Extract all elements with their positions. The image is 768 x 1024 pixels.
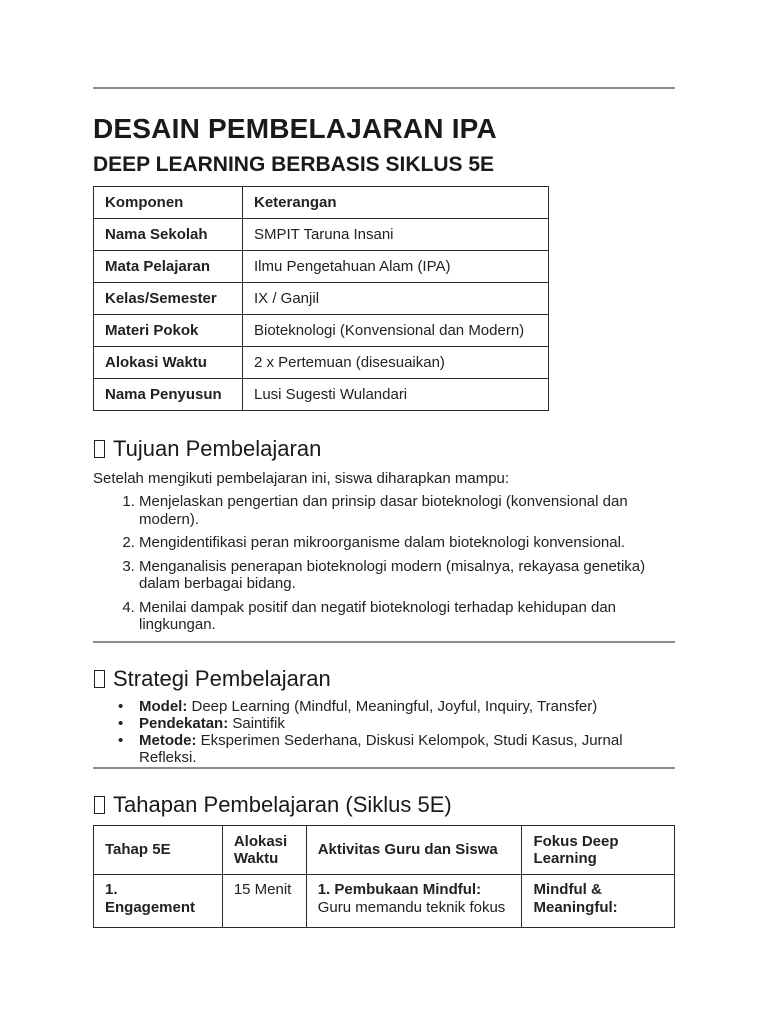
table-row bbox=[94, 251, 549, 283]
item-label: Pendekatan: bbox=[139, 715, 229, 732]
bullet-icon: • bbox=[118, 732, 124, 749]
row-label: Nama Penyusun bbox=[94, 379, 243, 411]
missing-glyph-box-icon bbox=[94, 796, 105, 814]
bullet-icon: • bbox=[118, 715, 124, 732]
cell-fokus: Mindful & Meaningful: bbox=[522, 875, 675, 928]
section-heading-text: Tujuan Pembelajaran bbox=[113, 436, 322, 461]
header-cell-keterangan: Keterangan bbox=[243, 187, 549, 219]
cell-waktu: 15 Menit bbox=[222, 875, 306, 928]
bullet-icon: • bbox=[118, 698, 124, 715]
table-row bbox=[94, 219, 549, 251]
list-item bbox=[118, 698, 675, 715]
row-value: IX / Ganjil bbox=[243, 283, 549, 315]
table-header-row bbox=[94, 187, 549, 219]
section-divider bbox=[93, 641, 675, 643]
list-item bbox=[118, 715, 675, 732]
row-value: SMPIT Taruna Insani bbox=[243, 219, 549, 251]
row-label: Mata Pelajaran bbox=[94, 251, 243, 283]
tahapan-table bbox=[93, 825, 675, 928]
item-text: Deep Learning (Mindful, Meaningful, Joyful, Inquiry, Transfer) bbox=[187, 698, 598, 715]
row-label: Alokasi Waktu bbox=[94, 347, 243, 379]
section-heading-text: Strategi Pembelajaran bbox=[113, 666, 331, 691]
header-cell-alokasi: Alokasi Waktu bbox=[222, 826, 306, 875]
row-value: Ilmu Pengetahuan Alam (IPA) bbox=[243, 251, 549, 283]
table-row bbox=[94, 315, 549, 347]
aktivitas-title: 1. Pembukaan Mindful: bbox=[317, 881, 482, 898]
cell-tahap: 1. Engagement bbox=[94, 875, 223, 928]
cell-aktivitas bbox=[306, 875, 522, 928]
list-item: 1. Menjelaskan pengertian dan prinsip dasar bioteknologi (konvensional dan modern). bbox=[139, 493, 675, 528]
document-subtitle: DEEP LEARNING BERBASIS SIKLUS 5E bbox=[93, 153, 495, 176]
table-row bbox=[94, 379, 549, 411]
table-header-row bbox=[94, 826, 675, 875]
row-value: 2 x Pertemuan (disesuaikan) bbox=[243, 347, 549, 379]
strategi-list bbox=[93, 698, 675, 766]
row-label: Materi Pokok bbox=[94, 315, 243, 347]
tujuan-intro: Setelah mengikuti pembelajaran ini, siswa diharapkan mampu: bbox=[93, 470, 510, 487]
header-cell-tahap: Tahap 5E bbox=[94, 826, 223, 875]
row-value: Lusi Sugesti Wulandari bbox=[243, 379, 549, 411]
section-divider bbox=[93, 767, 675, 769]
section-heading-tahapan bbox=[93, 792, 452, 818]
tujuan-list bbox=[93, 493, 675, 640]
list-item: 4. Menilai dampak positif dan negatif bioteknologi terhadap kehidupan dan lingkungan. bbox=[139, 599, 675, 634]
aktivitas-text: Guru memandu teknik fokus bbox=[317, 898, 506, 916]
item-label: Model: bbox=[139, 698, 188, 715]
item-label: Metode: bbox=[139, 732, 197, 749]
row-label: Nama Sekolah bbox=[94, 219, 243, 251]
missing-glyph-box-icon bbox=[94, 670, 105, 688]
document-title: DESAIN PEMBELAJARAN IPA bbox=[93, 113, 497, 144]
list-item: 2. Mengidentifikasi peran mikroorganisme dalam bioteknologi konvensional. bbox=[139, 534, 675, 552]
item-text: Saintifik bbox=[228, 715, 285, 732]
info-table bbox=[93, 186, 549, 411]
section-heading-text: Tahapan Pembelajaran (Siklus 5E) bbox=[113, 792, 452, 817]
row-value: Bioteknologi (Konvensional dan Modern) bbox=[243, 315, 549, 347]
item-text: Eksperimen Sederhana, Diskusi Kelompok, Studi Kasus, Jurnal Refleksi. bbox=[139, 732, 623, 766]
header-cell-komponen: Komponen bbox=[94, 187, 243, 219]
header-cell-fokus: Fokus Deep Learning bbox=[522, 826, 675, 875]
missing-glyph-box-icon bbox=[94, 440, 105, 458]
table-row bbox=[94, 347, 549, 379]
table-row bbox=[94, 875, 675, 928]
table-row bbox=[94, 283, 549, 315]
list-item bbox=[118, 732, 675, 766]
top-divider bbox=[93, 87, 675, 89]
list-item: 3. Menganalisis penerapan bioteknologi modern (misalnya, rekayasa genetika) dalam berbagai bidang. bbox=[139, 558, 675, 593]
row-label: Kelas/Semester bbox=[94, 283, 243, 315]
section-heading-strategi bbox=[93, 666, 331, 692]
header-cell-aktivitas: Aktivitas Guru dan Siswa bbox=[306, 826, 522, 875]
section-heading-tujuan bbox=[93, 436, 321, 462]
